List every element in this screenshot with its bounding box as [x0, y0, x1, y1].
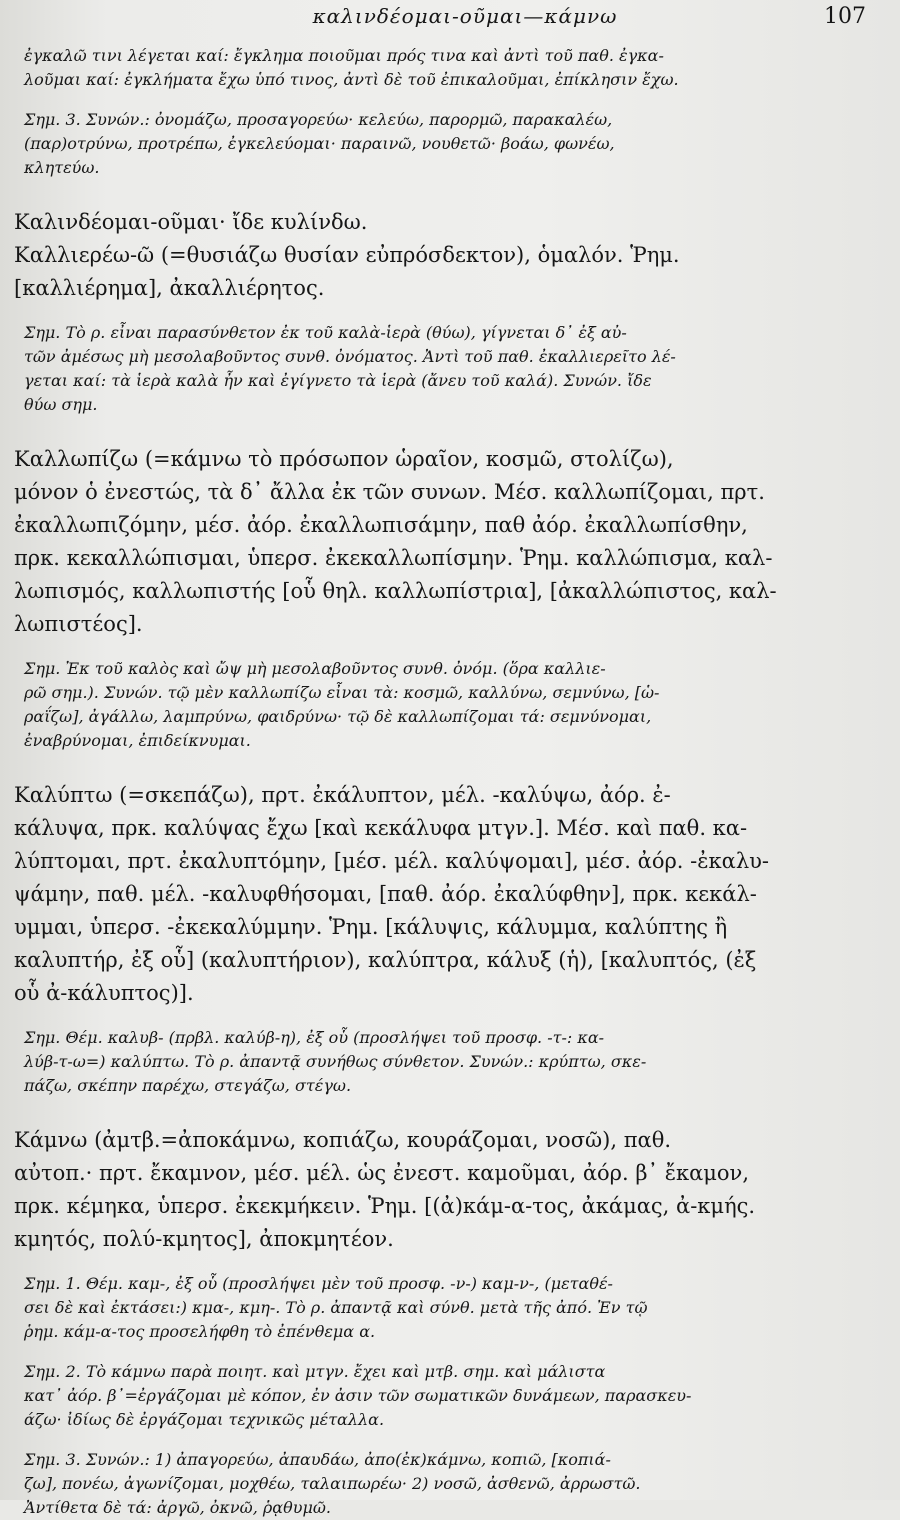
note-line: (παρ)οτρύνω, προτρέπω, ἐγκελεύομαι· παραινῶ, νουθετῶ· βοάω, φωνέω,	[24, 134, 615, 153]
note-line: γεται καί: τὰ ἱερὰ καλὰ ἦν καὶ ἐγίγνετο τὰ ἱερὰ (ἄνευ τοῦ καλά). Συνών. ἴδε	[24, 371, 652, 390]
note-line: Σημ. Τὸ ρ. εἶναι παρασύνθετον ἐκ τοῦ καλὰ-ἱερὰ (θύω), γίγνεται δ᾽ ἐξ αὐ-	[24, 323, 627, 342]
note-line: ρῶ σημ.). Συνών. τῷ μὲν καλλωπίζω εἶναι τὰ: κοσμῶ, καλλύνω, σεμνύνω, [ὡ-	[24, 683, 660, 702]
entry-note	[14, 1026, 856, 1098]
note-line: άζω· ἰδίως δὲ ἐργάζομαι τεχνικῶς μέταλλα.	[24, 1410, 385, 1429]
entry-line: Καλύπτω (=σκεπάζω), πρτ. ἐκάλυπτον, μέλ. -καλύψω, ἀόρ. ἐ-	[14, 783, 671, 807]
note-line: Σημ. 1. Θέμ. καμ-, ἐξ οὗ (προσλήψει μὲν τοῦ προσφ. -ν-) καμ-ν-, (μεταθέ-	[24, 1274, 613, 1293]
entry-line: Καλλωπίζω (=κάμνω τὸ πρόσωπον ὡραῖον, κοσμῶ, στολίζω),	[14, 447, 674, 471]
note-line: ζω], πονέω, ἀγωνίζομαι, μοχθέω, ταλαιπωρέω· 2) νοσῶ, ἀσθενῶ, ἀρρωστῶ.	[24, 1474, 641, 1493]
note-line: ἐναβρύνομαι, ἐπιδείκνυμαι.	[24, 731, 251, 750]
note-line: Σημ. 3. Συνών.: 1) ἀπαγορεύω, ἀπαυδάω, ἀπο(ἐκ)κάμνω, κοπιῶ, [κοπιά-	[24, 1450, 611, 1469]
note-line: ῥημ. κάμ-α-τος προσελήφθη τὸ ἐπένθεμα α.	[24, 1322, 376, 1341]
entry-line: λωπιστέος].	[14, 612, 143, 636]
entry-line: κάλυψα, πρκ. καλύψας ἔχω [καὶ κεκάλυφα μτγν.]. Μέσ. καὶ παθ. κα-	[14, 816, 748, 840]
entry-line: λύπτομαι, πρτ. ἐκαλυπτόμην, [μέσ. μέλ. καλύψομαι], μέσ. ἀόρ. -ἐκαλυ-	[14, 849, 769, 873]
dictionary-entry	[14, 443, 856, 641]
entry-line: πρκ. κεκαλλώπισμαι, ὑπερσ. ἐκεκαλλωπίσμην. Ῥημ. καλλώπισμα, καλ-	[14, 546, 773, 570]
note-line: θύω σημ.	[24, 395, 98, 414]
note-line: Ἀντίθετα δὲ τά: ἀργῶ, ὀκνῶ, ῥᾳθυμῶ.	[24, 1498, 331, 1517]
entry-line: Καλλιερέω-ῶ (=θυσιάζω θυσίαν εὐπρόσδεκτον), ὁμαλόν. Ῥημ.	[14, 243, 680, 267]
note-line: Σημ. 2. Τὸ κάμνω παρὰ ποιητ. καὶ μτγν. ἔχει καὶ μτβ. σημ. καὶ μάλιστα	[24, 1362, 606, 1381]
note-line: Σημ. Θέμ. καλυβ- (πρβλ. καλύβ-η), ἐξ οὗ (προσλήψει τοῦ προσφ. -τ-: κα-	[24, 1028, 605, 1047]
entry-note	[14, 44, 856, 92]
entry-note	[14, 657, 856, 753]
entry-line: ἐκαλλωπιζόμην, μέσ. ἀόρ. ἐκαλλωπισάμην, παθ ἀόρ. ἐκαλλωπίσθην,	[14, 513, 748, 537]
page-number: 107	[824, 4, 866, 29]
note-line: τῶν ἀμέσως μὴ μεσολαβοῦντος συνθ. ὀνόματος. Ἀντὶ τοῦ παθ. ἐκαλλιερεῖτο λέ-	[24, 347, 676, 366]
dictionary-entry	[14, 206, 856, 239]
note-line: σει δὲ καὶ ἐκτάσει:) κμα-, κμη-. Τὸ ρ. ἀπαντᾷ καὶ σύνθ. μετὰ τῆς ἀπό. Ἐν τῷ	[24, 1298, 648, 1317]
note-line: Σημ. Ἐκ τοῦ καλὸς καὶ ὤψ μὴ μεσολαβοῦντος συνθ. ὀνόμ. (ὅρα καλλιε-	[24, 659, 606, 678]
entry-line: αὐτοπ.· πρτ. ἔκαμνον, μέσ. μέλ. ὡς ἐνεστ. καμοῦμαι, ἀόρ. β᾽ ἔκαμον,	[14, 1161, 749, 1185]
note-line: λύβ-τ-ω=) καλύπτω. Τὸ ρ. ἀπαντᾷ συνήθως σύνθετον. Συνών.: κρύπτω, σκε-	[24, 1052, 647, 1071]
note-line: ἐγκαλῶ τινι λέγεται καί: ἔγκλημα ποιοῦμαι πρός τινα καὶ ἀντὶ τοῦ παθ. ἐγκα-	[24, 46, 664, 65]
entry-note	[14, 1272, 856, 1344]
entry-note	[14, 108, 856, 180]
running-head	[14, 4, 866, 38]
entry-line: καλυπτήρ, ἐξ οὗ] (καλυπτήριον), καλύπτρα, κάλυξ (ἡ), [καλυπτός, (ἐξ	[14, 948, 757, 972]
page-content	[14, 44, 856, 1520]
entry-line: ψάμην, παθ. μέλ. -καλυφθήσομαι, [παθ. ἀόρ. ἐκαλύφθην], πρκ. κεκάλ-	[14, 882, 757, 906]
entry-line: πρκ. κέμηκα, ὑπερσ. ἐκεκμήκειν. Ῥημ. [(ἀ)κάμ-α-τος, ἀκάμας, ἀ-κμής.	[14, 1194, 756, 1218]
entry-note	[14, 1360, 856, 1432]
entry-note	[14, 1448, 856, 1520]
note-line: κλητεύω.	[24, 158, 100, 177]
entry-line: μόνον ὁ ἐνεστώς, τὰ δ᾽ ἄλλα ἐκ τῶν συνων. Μέσ. καλλωπίζομαι, πρτ.	[14, 480, 765, 504]
note-line: Σημ. 3. Συνών.: ὀνομάζω, προσαγορεύω· κελεύω, παρορμῶ, παρακαλέω,	[24, 110, 613, 129]
entry-line: οὗ ἀ-κάλυπτος)].	[14, 981, 194, 1005]
entry-line: κμητός, πολύ-κμητος], ἀποκμητέον.	[14, 1227, 394, 1251]
running-head-title: καλινδέομαι-οῦμαι—κάμνω	[312, 4, 618, 28]
note-line: λοῦμαι καί: ἐγκλήματα ἔχω ὑπό τινος, ἀντὶ δὲ τοῦ ἐπικαλοῦμαι, ἐπίκλησιν ἔχω.	[24, 70, 679, 89]
entry-line: [καλλιέρημα], ἀκαλλιέρητος.	[14, 276, 325, 300]
dictionary-entry	[14, 1124, 856, 1256]
note-line: πάζω, σκέπην παρέχω, στεγάζω, στέγω.	[24, 1076, 352, 1095]
entry-line: λωπισμός, καλλωπιστής [οὗ θηλ. καλλωπίστρια], [ἀκαλλώπιστος, καλ-	[14, 579, 777, 603]
note-line: κατ᾽ ἀόρ. β᾽=ἐργάζομαι μὲ κόπον, ἐν ἀσιν τῶν σωματικῶν δυνάμεων, παρασκευ-	[24, 1386, 692, 1405]
note-line: ραΐζω], ἀγάλλω, λαμπρύνω, φαιδρύνω· τῷ δὲ καλλωπίζομαι τά: σεμνύνομαι,	[24, 707, 652, 726]
dictionary-entry	[14, 239, 856, 305]
entry-note	[14, 321, 856, 417]
entry-line: υμμαι, ὑπερσ. -ἐκεκαλύμμην. Ῥημ. [κάλυψις, κάλυμμα, καλύπτης ἢ	[14, 915, 728, 939]
entry-line: Καλινδέομαι-οῦμαι· ἴδε κυλίνδω.	[14, 210, 368, 234]
dictionary-entry	[14, 779, 856, 1010]
entry-line: Κάμνω (ἀμτβ.=ἀποκάμνω, κοπιάζω, κουράζομαι, νοσῶ), παθ.	[14, 1128, 672, 1152]
